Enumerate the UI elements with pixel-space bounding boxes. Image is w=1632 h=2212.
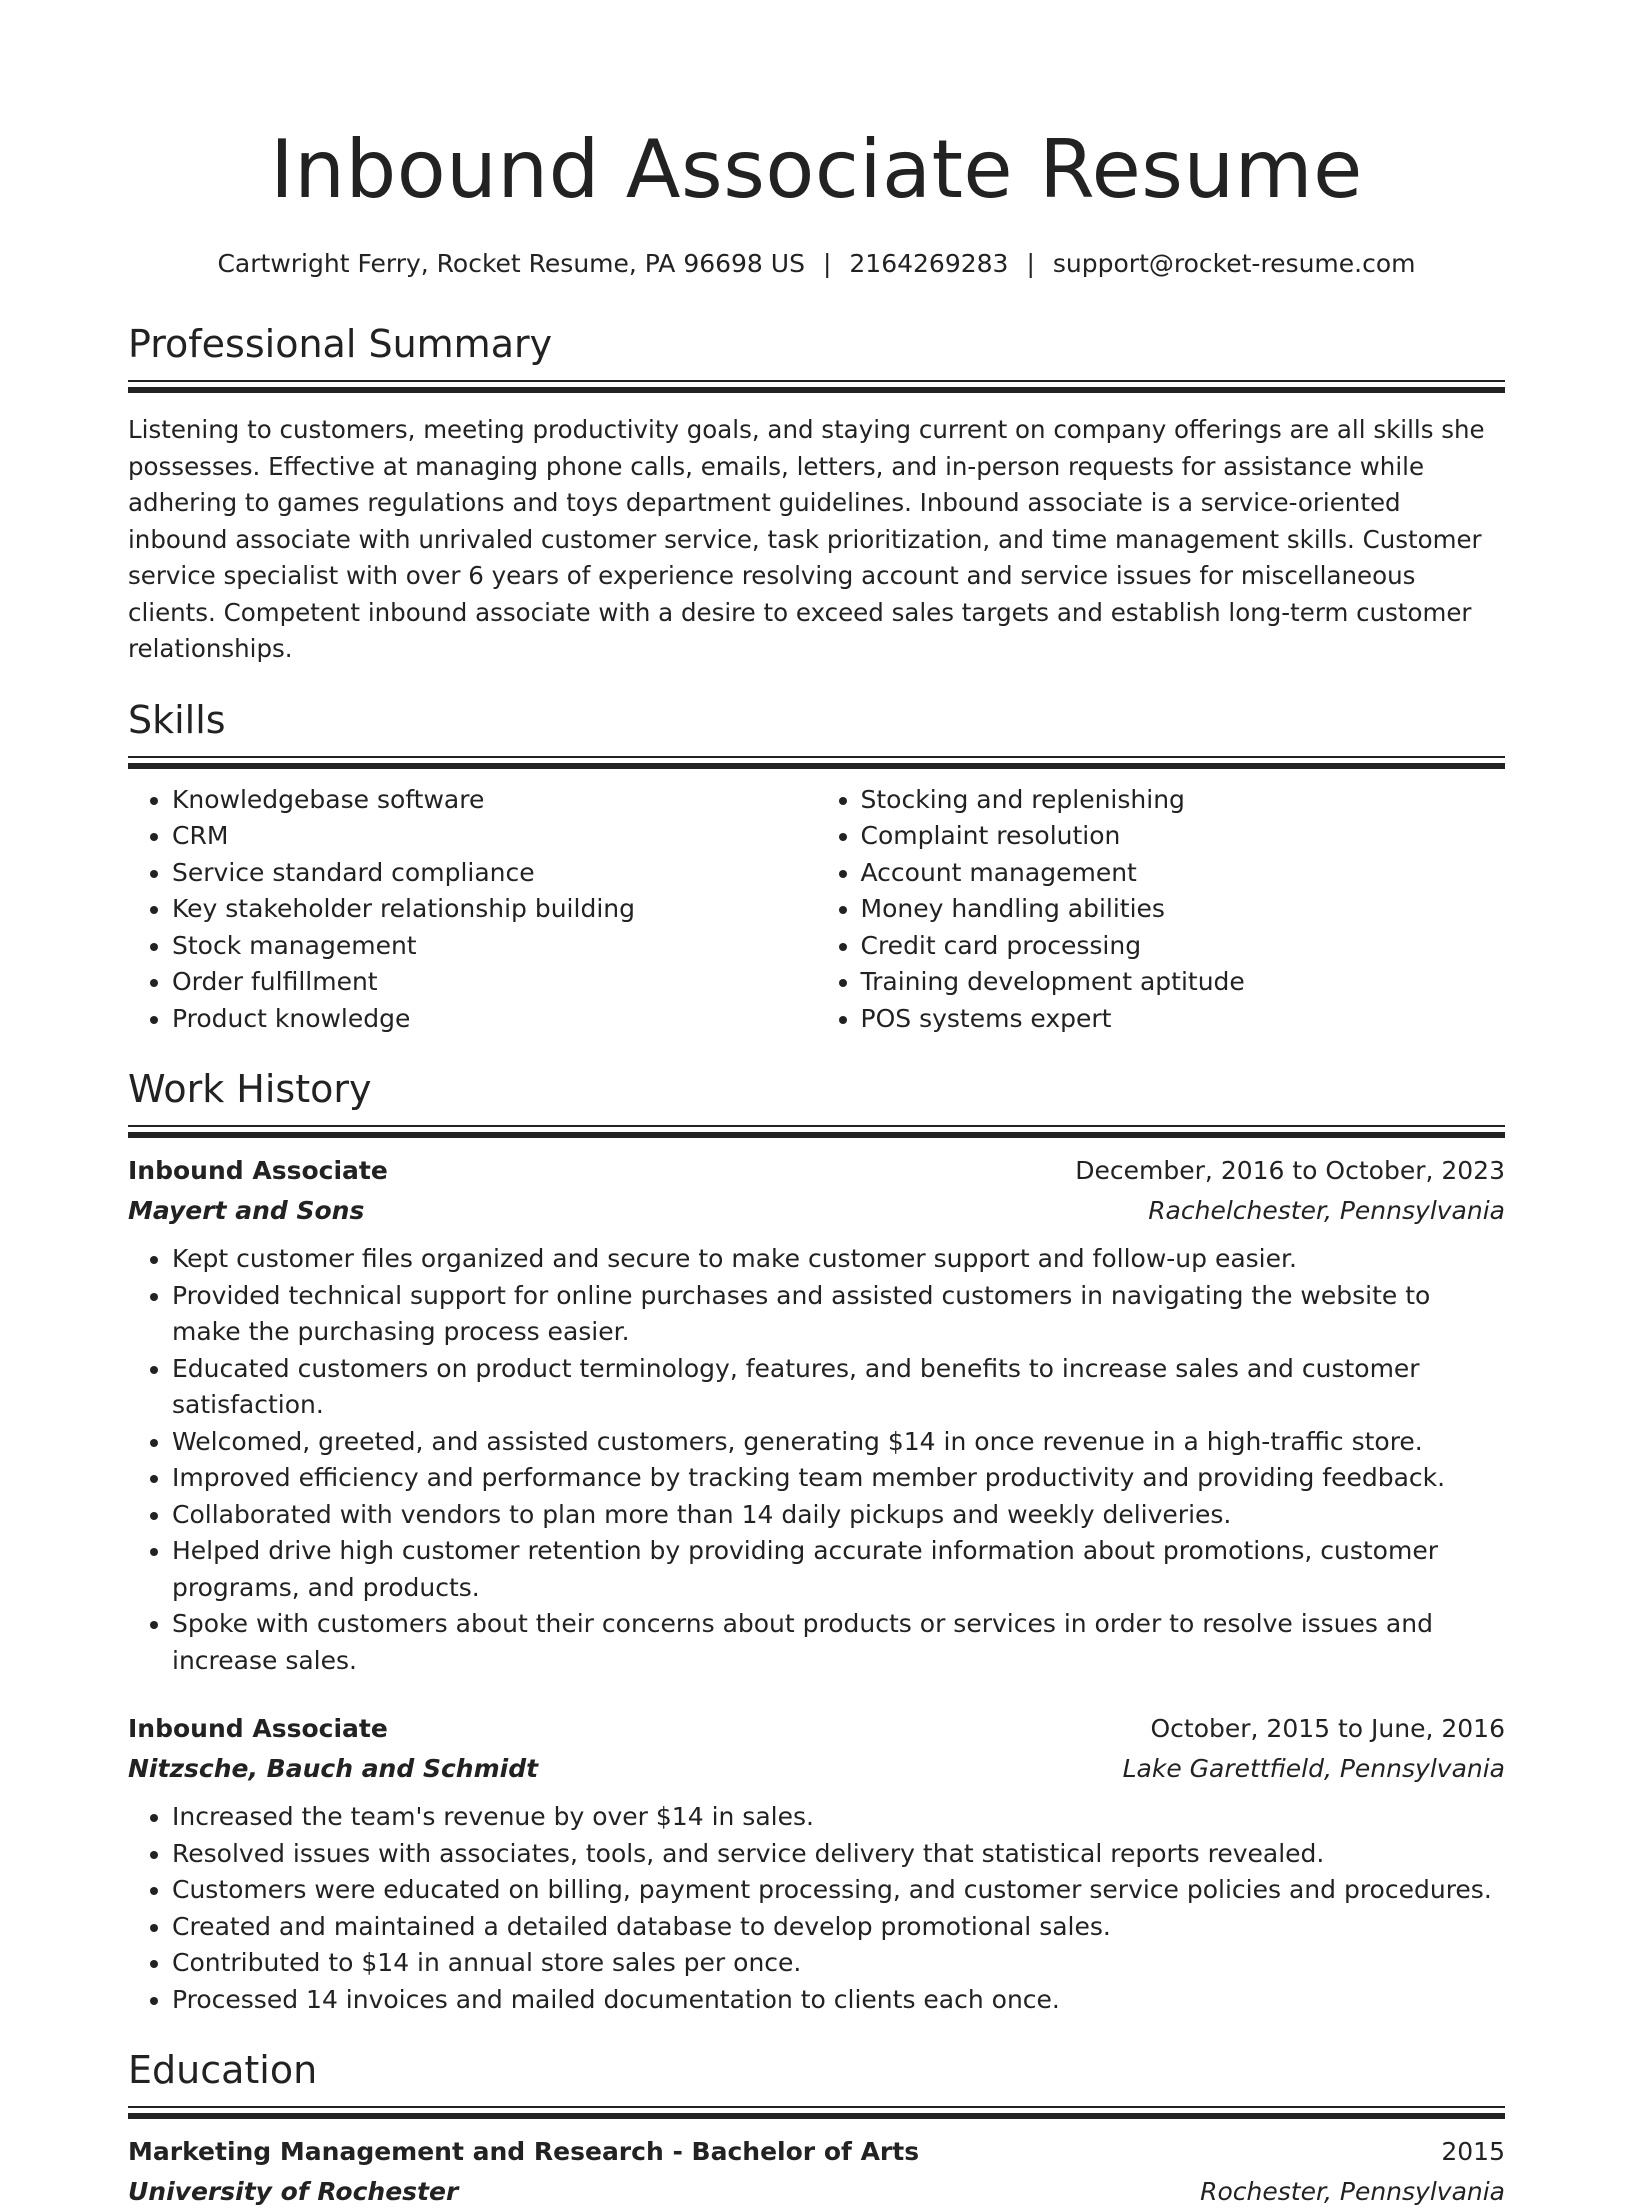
section-divider xyxy=(128,380,1505,386)
job-bullet: • Improved efficiency and performance by tracking team member productivity and providing feedback. xyxy=(172,1460,1505,1497)
section-title-skills: Skills xyxy=(128,697,226,742)
job-dates: October, 2015 to June, 2016 xyxy=(1150,1714,1505,1743)
skill-item: • Account management xyxy=(861,855,1506,892)
contact-line xyxy=(128,248,1505,280)
job-header-row xyxy=(128,1151,1505,1191)
skill-item: • Stock management xyxy=(172,928,817,965)
skills-columns xyxy=(128,782,1505,1038)
job-bullets xyxy=(128,1241,1505,1679)
job-bullet: • Kept customer files organized and secure to make customer support and follow-up easier. xyxy=(172,1241,1505,1278)
contact-address: Cartwright Ferry, Rocket Resume, PA 96698 US xyxy=(217,249,805,278)
section-title-work: Work History xyxy=(128,1067,372,1111)
contact-phone: 2164269283 xyxy=(849,249,1009,278)
summary-section xyxy=(128,320,1505,668)
section-title-education: Education xyxy=(128,2048,318,2092)
job-header-row xyxy=(128,1709,1505,1749)
education-school-row xyxy=(128,2172,1505,2212)
job-bullet: • Provided technical support for online purchases and assisted customers in navigating the website to make the purchasing process easier. xyxy=(172,1278,1505,1351)
contact-email: support@rocket-resume.com xyxy=(1052,249,1416,278)
education-year: 2015 xyxy=(1441,2137,1505,2166)
education-location: Rochester, Pennsylvania xyxy=(1200,2177,1505,2206)
section-divider xyxy=(128,756,1505,762)
job-bullet: • Spoke with customers about their concerns about products or services in order to resolve issues and increase sales. xyxy=(172,1606,1505,1679)
contact-separator: | xyxy=(822,249,832,278)
section-title-summary: Professional Summary xyxy=(128,322,553,366)
job-bullets xyxy=(128,1799,1505,2018)
job-dates: December, 2016 to October, 2023 xyxy=(1075,1156,1505,1185)
job-title: Inbound Associate xyxy=(128,1156,388,1185)
skills-list-left xyxy=(128,782,817,1038)
job-bullet: • Increased the team's revenue by over $14 in sales. xyxy=(172,1799,1505,1836)
job-bullet: • Customers were educated on billing, payment processing, and customer service policies and procedures. xyxy=(172,1872,1505,1909)
job-bullet: • Resolved issues with associates, tools, and service delivery that statistical reports revealed. xyxy=(172,1836,1505,1873)
job-bullet: • Processed 14 invoices and mailed documentation to clients each once. xyxy=(172,1982,1505,2019)
education-header-row xyxy=(128,2132,1505,2172)
skill-item: • Complaint resolution xyxy=(861,818,1506,855)
skill-item: • CRM xyxy=(172,818,817,855)
resume-page xyxy=(128,0,1505,2212)
summary-text: Listening to customers, meeting productivity goals, and staying current on company offerings are all skills she possesses. Effective at managing phone calls, emails, letters, and in-person requests for assistance while adhering to games regulations and toys department guidelines. Inbound associate is a service-oriented inbound associate with unrivaled customer service, task prioritization, and time management skills. Customer service specialist with over 6 years of experience resolving account and service issues for miscellaneous clients. Competent inbound associate with a desire to exceed sales targets and establish long-term customer relationships. xyxy=(128,415,1485,663)
contact-separator: | xyxy=(1026,249,1035,278)
job-company-row xyxy=(128,1191,1505,1231)
skill-item: • Knowledgebase software xyxy=(172,782,817,819)
job-bullet: • Helped drive high customer retention by providing accurate information about promotions, customer programs, and products. xyxy=(172,1533,1505,1606)
skill-item: • Training development aptitude xyxy=(861,964,1506,1001)
skill-item: • Product knowledge xyxy=(172,1001,817,1038)
skill-item: • Order fulfillment xyxy=(172,964,817,1001)
skill-item: • Service standard compliance xyxy=(172,855,817,892)
job-entry xyxy=(128,1151,1505,1679)
job-bullet: • Collaborated with vendors to plan more than 14 daily pickups and weekly deliveries. xyxy=(172,1497,1505,1534)
job-title: Inbound Associate xyxy=(128,1714,388,1743)
job-bullet: • Contributed to $14 in annual store sales per once. xyxy=(172,1945,1505,1982)
resume-title: Inbound Associate Resume xyxy=(270,123,1363,216)
section-divider xyxy=(128,2106,1505,2112)
skills-list-right xyxy=(817,782,1506,1038)
job-company: Nitzsche, Bauch and Schmidt xyxy=(128,1754,539,1783)
job-entry xyxy=(128,1709,1505,2018)
skill-item: • Stocking and replenishing xyxy=(861,782,1506,819)
job-bullet: • Educated customers on product terminology, features, and benefits to increase sales and customer satisfaction. xyxy=(172,1351,1505,1424)
job-bullet: • Welcomed, greeted, and assisted customers, generating $14 in once revenue in a high-traffic store. xyxy=(172,1424,1505,1461)
section-divider xyxy=(128,1125,1505,1131)
skills-section xyxy=(128,696,1505,1038)
skill-item: • Key stakeholder relationship building xyxy=(172,891,817,928)
education-degree: Marketing Management and Research - Bachelor of Arts xyxy=(128,2137,920,2166)
skill-item: • Credit card processing xyxy=(861,928,1506,965)
work-section xyxy=(128,1065,1505,2018)
skill-item: • POS systems expert xyxy=(861,1001,1506,1038)
job-location: Lake Garettfield, Pennsylvania xyxy=(1122,1754,1505,1783)
job-company: Mayert and Sons xyxy=(128,1196,365,1225)
education-school: University of Rochester xyxy=(128,2177,459,2206)
job-company-row xyxy=(128,1749,1505,1789)
education-section xyxy=(128,2046,1505,2212)
skill-item: • Money handling abilities xyxy=(861,891,1506,928)
education-entry xyxy=(128,2132,1505,2212)
job-location: Rachelchester, Pennsylvania xyxy=(1148,1196,1505,1225)
job-bullet: • Created and maintained a detailed database to develop promotional sales. xyxy=(172,1909,1505,1946)
